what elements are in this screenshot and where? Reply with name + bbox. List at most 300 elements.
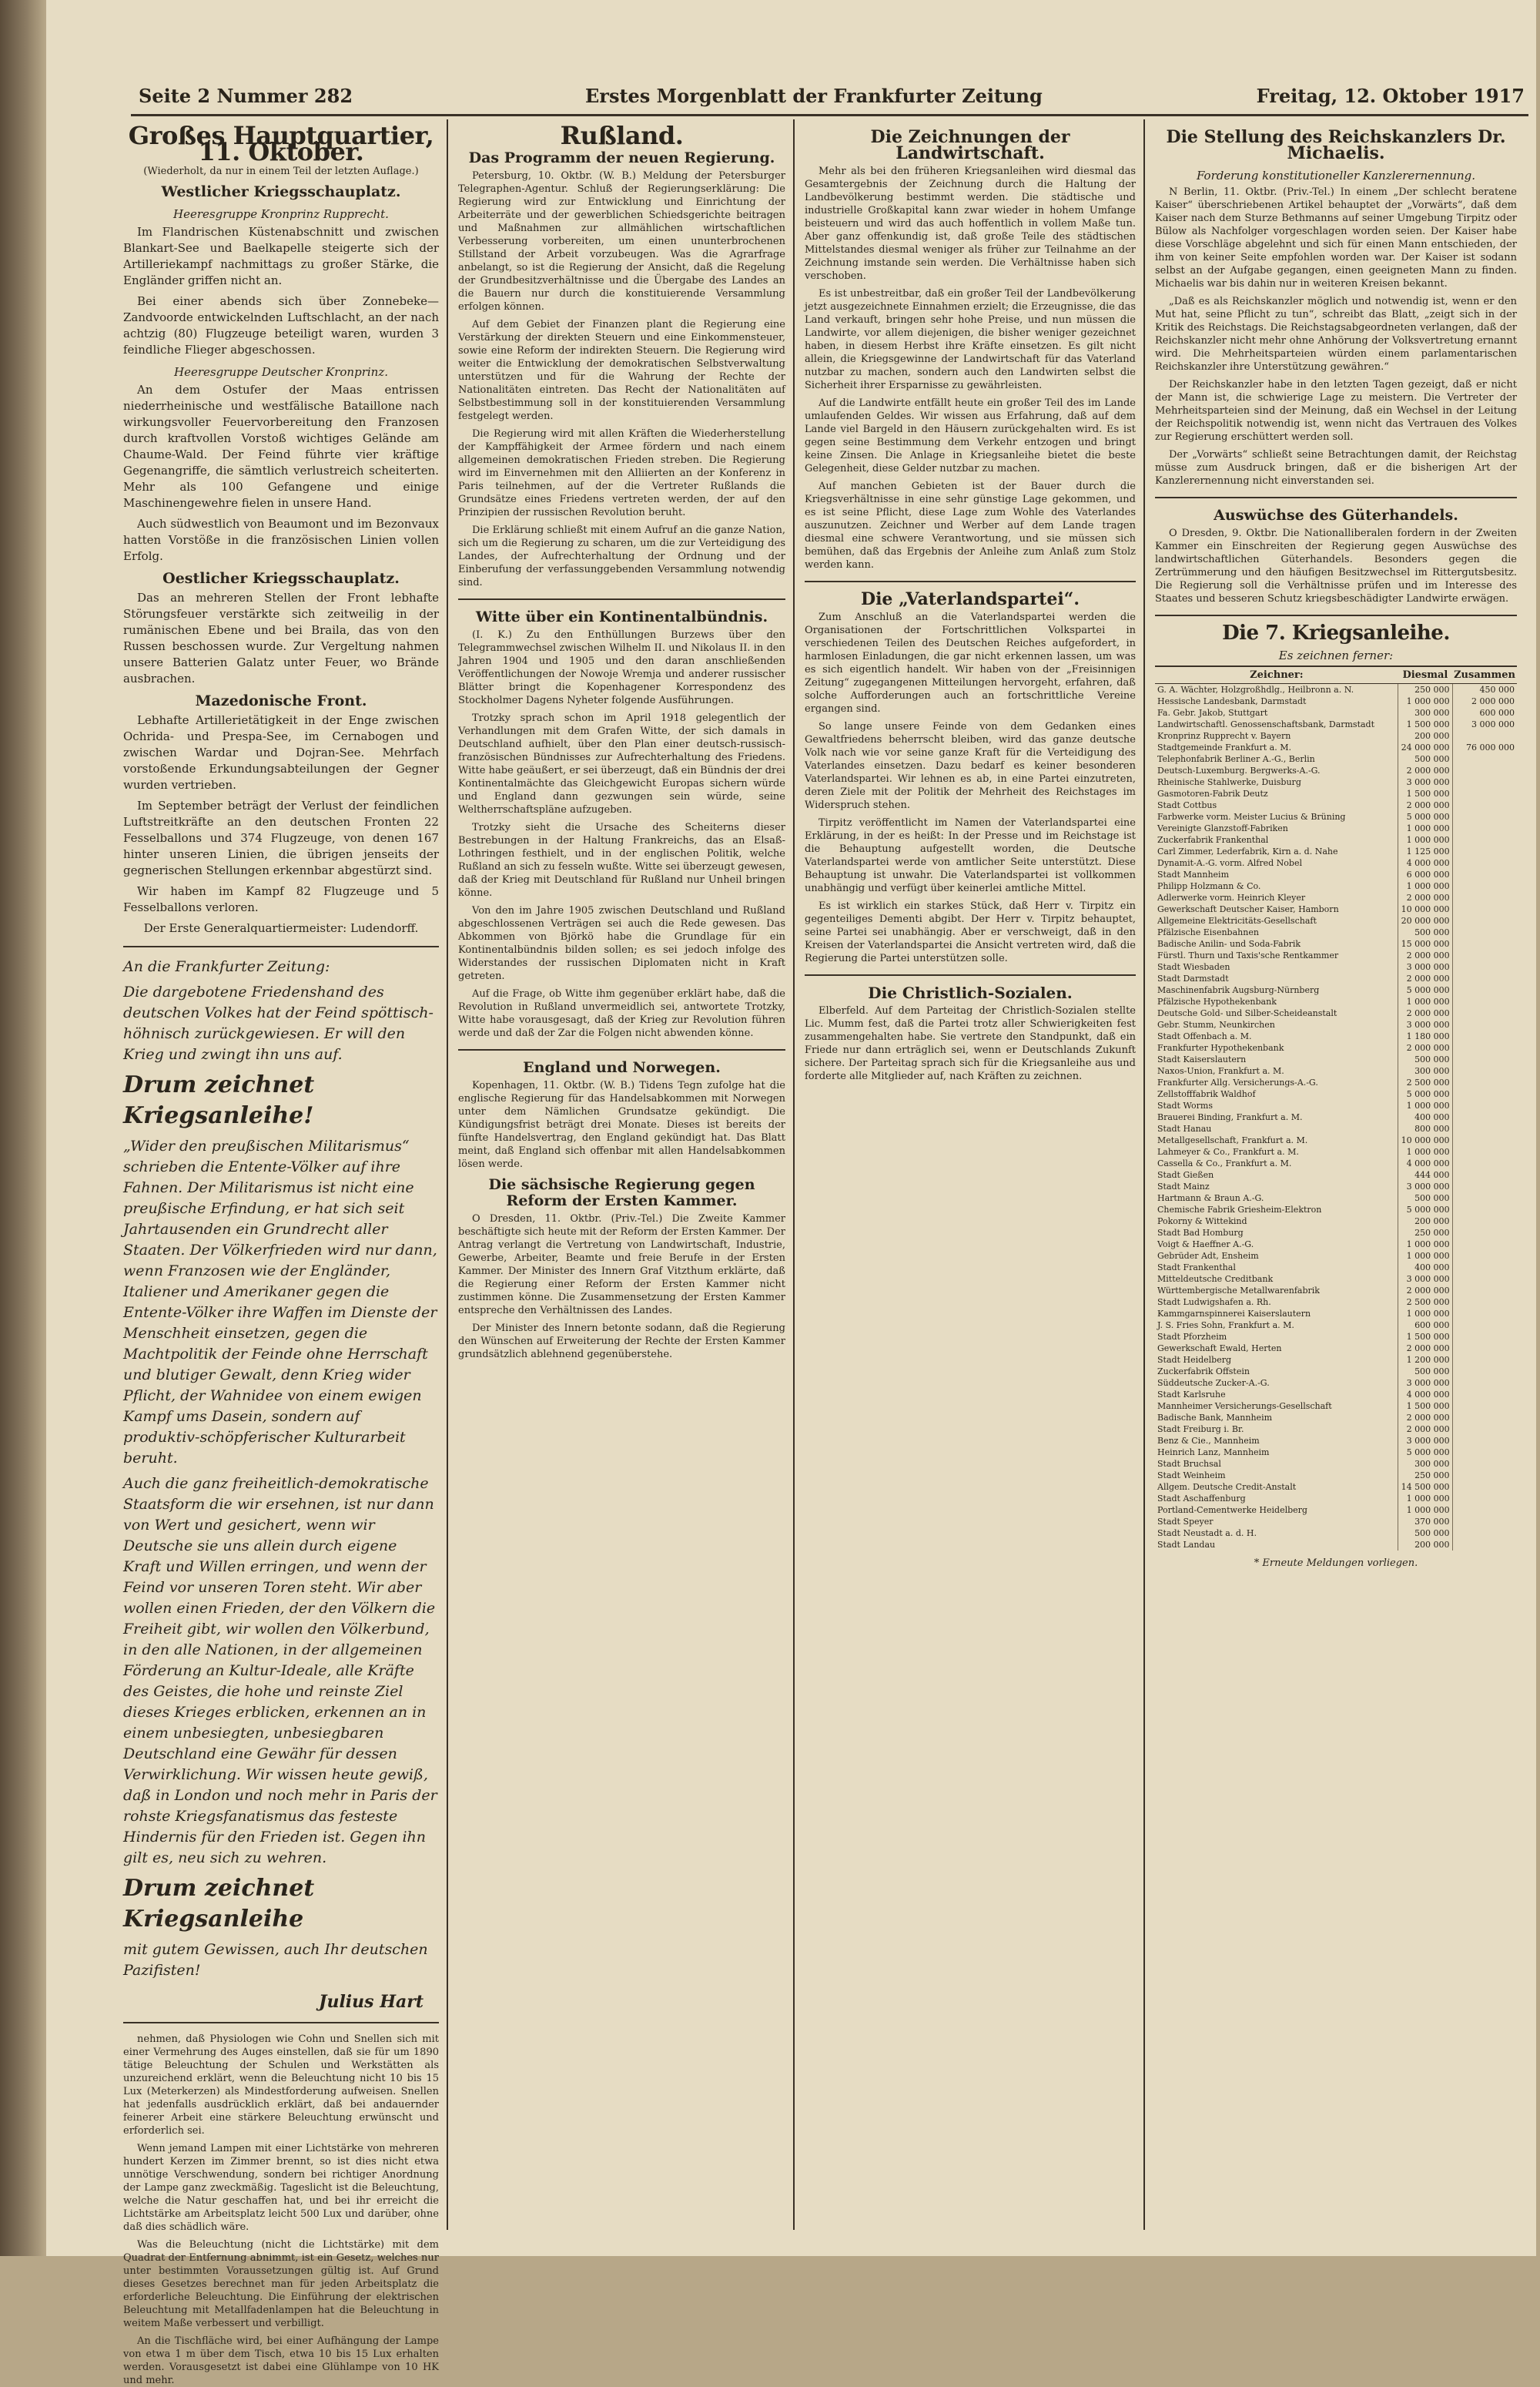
paragraph: Wenn jemand Lampen mit einer Lichtstärke von mehreren hundert Kerzen im Zimmer brennt, so ist dies nicht etwa unnötige Verschwendung, sondern bei richtiger Anordnung der Lampe ganz zweckmäßig. Tageslicht ist die Beleuchtung, welche die Natur geschaffen hat, und bei ihr erreicht die Lichtstärke am Arbeitsplatz leicht 500 Lux und darüber, ohne daß dies schädlich wäre.	[123, 2143, 439, 2233]
subscriber-name: Cassella & Co., Frankfurt a. M.	[1157, 1158, 1292, 1168]
amount-total	[1452, 1504, 1517, 1516]
table-footnote: * Erneute Meldungen vorliegen.	[1254, 1557, 1418, 1569]
table-row	[1155, 1239, 1517, 1250]
subscriber-name: Deutsch-Luxemburg. Bergwerks-A.-G.	[1157, 766, 1321, 776]
table-row	[1155, 1308, 1517, 1319]
amount-total	[1452, 1481, 1517, 1493]
amount-total	[1452, 904, 1517, 915]
amount-this-time: 250 000	[1398, 1227, 1452, 1239]
paragraph: Auf dem Gebiet der Finanzen plant die Regierung eine Verstärkung der direkten Steuern und eine Einkommensteuer, sowie eine Reform der indirekten Steuern. Die Regierung wird weiter die Entwicklung der demokratischen Selbstverwaltung unterstützen und für die Wahrung der Rechte der Nationalitäten eintreten. Das Recht der Nationalitäten auf Selbstbestimmung soll in der konstituierenden Versammlung festgelegt werden.	[458, 319, 785, 422]
subscriber-name: Stadt Bruchsal	[1157, 1459, 1221, 1469]
amount-total	[1452, 1192, 1517, 1204]
masthead	[139, 85, 1525, 116]
amount-total	[1452, 869, 1517, 880]
table-row	[1155, 1366, 1517, 1377]
paragraph: Lebhafte Artillerietätigkeit in der Enge zwischen Ochrida- und Prespa-See, im Cernabogen und zwischen Wardar und Dojran-See. Mehrfach vorstoßende Erkundungsabteilungen der Gegner wurden vertrieben.	[123, 713, 439, 792]
amount-this-time: 3 000 000	[1398, 961, 1452, 973]
column-1	[123, 121, 439, 2386]
subscriber-name: Lahmeyer & Co., Frankfurt a. M.	[1157, 1147, 1299, 1157]
subscriber-name: Stadt Karlsruhe	[1157, 1390, 1226, 1400]
letter-slogan: Drum zeichnet Kriegsanleihe	[123, 1875, 315, 1933]
amount-this-time: 2 000 000	[1398, 973, 1452, 984]
table-row	[1155, 1054, 1517, 1065]
section-subtitle: Heeresgruppe Deutscher Kronprinz.	[174, 365, 388, 379]
column-divider	[1143, 119, 1145, 2230]
table-row	[1155, 1065, 1517, 1077]
paragraph: Das an mehreren Stellen der Front lebhafte Störungsfeuer verstärkte sich zeitweilig in der rumänischen Ebene und bei Braila, das von den Russen beschossen wurde. Zur Vergeltung nahmen unsere Batterien Galatz unter Feuer, wo Brände ausbrachen.	[123, 591, 439, 686]
amount-this-time: 300 000	[1398, 1458, 1452, 1470]
table-row	[1155, 1007, 1517, 1019]
divider	[458, 598, 785, 600]
amount-this-time: 200 000	[1398, 730, 1452, 742]
amount-this-time: 10 000 000	[1398, 904, 1452, 915]
amount-this-time: 2 000 000	[1398, 1423, 1452, 1435]
amount-this-time: 2 000 000	[1398, 1042, 1452, 1054]
section-title: Mazedonische Front.	[195, 692, 367, 709]
subscriber-name: Hessische Landesbank, Darmstadt	[1157, 696, 1307, 706]
letter-slogan: Drum zeichnet Kriegsanleihe!	[123, 1071, 315, 1129]
amount-total	[1452, 1412, 1517, 1423]
table-row	[1155, 834, 1517, 846]
subscription-table	[1155, 665, 1517, 1551]
paragraph: Auf die Frage, ob Witte ihm gegenüber erklärt habe, daß die Revolution in Rußland unvermeidlich sei, antwortete Trotzky, Witte habe vorausgesagt, daß der Krieg zur Revolution führen werde und daß der Zar die Folgen nicht abwenden könne.	[458, 988, 785, 1039]
amount-this-time: 500 000	[1398, 1366, 1452, 1377]
amount-total	[1452, 938, 1517, 950]
subscriber-name: Hartmann & Braun A.-G.	[1157, 1193, 1264, 1203]
amount-this-time: 400 000	[1398, 1111, 1452, 1123]
amount-this-time: 1 125 000	[1398, 846, 1452, 857]
paragraph: Im Flandrischen Küstenabschnitt und zwischen Blankart-See und Baelkapelle steigerte sich der Artilleriekampf nachmittags zu großer Stärke, die Engländer griffen nicht an.	[123, 225, 439, 287]
table-row	[1155, 1146, 1517, 1158]
amount-this-time: 444 000	[1398, 1169, 1452, 1181]
amount-this-time: 5 000 000	[1398, 811, 1452, 823]
subscriber-name: Stadt Speyer	[1157, 1517, 1214, 1527]
amount-total	[1452, 927, 1517, 938]
amount-total	[1452, 1458, 1517, 1470]
table-row	[1155, 1458, 1517, 1470]
amount-total	[1452, 1423, 1517, 1435]
paragraph: N Berlin, 11. Oktbr. (Priv.-Tel.) In einem „Der schlecht beratene Kaiser“ überschriebenen Artikel behauptet der „Vorwärts“, daß dem Kaiser nach dem Sturze Bethmanns auf seiner Umgebung Tirpitz oder Bülow als Nachfolger vorgeschlagen worden seien. Der Kaiser habe diese Vorschläge abgelehnt und sich für einen Mann entschieden, der ihm von keiner Seite empfohlen worden war. Der Kaiser ist sodann selbst an der Aufgabe gegangen, einen geeigneten Mann zu finden. Michaelis war bis dahin nur in weiteren Kreisen bekannt.	[1155, 186, 1517, 290]
amount-total	[1452, 1343, 1517, 1354]
amount-this-time: 2 000 000	[1398, 1412, 1452, 1423]
table-row	[1155, 1250, 1517, 1262]
amount-this-time: 1 500 000	[1398, 788, 1452, 800]
section-title: Westlicher Kriegsschauplatz.	[161, 183, 401, 200]
amount-total	[1452, 1215, 1517, 1227]
paragraph: Zum Anschluß an die Vaterlandspartei werden die Organisationen der Fortschrittlichen Volkspartei in verschiedenen Teilen des Deutschen Reiches aufgefordert, in harmlosen Einladungen, die gar nicht erkennen lassen, um was es sich eigentlich handelt. Wir haben von der „Freisinnigen Zeitung“ zugegangenen Mitteilungen hervorgeht, erfahren, daß solche Aufforderungen auch an fortschrittliche Vereine ergangen sind.	[805, 612, 1136, 715]
table-row	[1155, 996, 1517, 1007]
subscriber-name: Stadt Hanau	[1157, 1124, 1212, 1134]
amount-total	[1452, 834, 1517, 846]
table-row	[1155, 880, 1517, 892]
amount-total	[1452, 1158, 1517, 1169]
paragraph: O Dresden, 9. Oktbr. Die Nationalliberalen fordern in der Zweiten Kammer ein Einschreiten der Regierung gegen Auswüchse des landwirtschaftlichen Güterhandels. Besonders gegen die Zertrümmerung und den häufigen Besitzwechsel im Rittergutsbesitz. Die Regierung soll die Verhältnisse prüfen und im Interesse des Staates und besseren Schutz kriegsbeschädigter Landwirte erwägen.	[1155, 528, 1517, 605]
amount-this-time: 500 000	[1398, 1192, 1452, 1204]
amount-this-time: 1 200 000	[1398, 1354, 1452, 1366]
subscriber-name: Zuckerfabrik Offstein	[1157, 1366, 1250, 1376]
table-row	[1155, 1135, 1517, 1146]
paragraph: Von den im Jahre 1905 zwischen Deutschland und Rußland abgeschlossenen Verträgen sei auch die Rede gewesen. Das Abkommen von Björkö habe die Grundlage für ein Kontinentalbündnis bilden sollen; es sei jedoch infolge des Widerstandes der russischen Diplomaten nicht in Kraft getreten.	[458, 905, 785, 982]
amount-total	[1452, 1354, 1517, 1366]
subscriber-name: Chemische Fabrik Griesheim-Elektron	[1157, 1205, 1322, 1215]
amount-this-time: 3 000 000	[1398, 1435, 1452, 1447]
table-row	[1155, 1412, 1517, 1423]
paragraph: Trotzky sprach schon im April 1918 gelegentlich der Verhandlungen mit dem Grafen Witte, der sich damals in Deutschland aufhielt, über den Plan einer deutsch-russisch-französischen Bündnisses zur Aufrechterhaltung des Friedens. Witte habe geäußert, er sei überzeugt, daß ein Bündnis der drei Kontinentalmächte das Gleichgewicht Europas sichern würde und England dann gezwungen sein würde, seine Weltherrschaftspläne aufzugeben.	[458, 712, 785, 816]
amount-total	[1452, 1435, 1517, 1447]
amount-this-time: 4 000 000	[1398, 1158, 1452, 1169]
amount-total	[1452, 823, 1517, 834]
subscriber-name: Landwirtschaftl. Genossenschaftsbank, Darmstadt	[1157, 719, 1375, 729]
table-row	[1155, 1204, 1517, 1215]
amount-total	[1452, 846, 1517, 857]
table-row	[1155, 984, 1517, 996]
subscriber-name: Carl Zimmer, Lederfabrik, Kirn a. d. Nahe	[1157, 847, 1338, 857]
amount-total	[1452, 1250, 1517, 1262]
amount-this-time: 370 000	[1398, 1516, 1452, 1527]
amount-total	[1452, 1527, 1517, 1539]
table-row	[1155, 915, 1517, 927]
amount-total	[1452, 1389, 1517, 1400]
article-headline: Rußland.	[560, 121, 684, 150]
subscriber-name: Allgemeine Elektricitäts-Gesellschaft	[1157, 916, 1317, 926]
table-row	[1155, 742, 1517, 753]
letter-signature: Julius Hart	[319, 1992, 424, 2012]
amount-total: 3 000 000	[1452, 719, 1517, 730]
subscriber-name: Voigt & Haeffner A.-G.	[1157, 1239, 1254, 1249]
subscriber-name: Zellstofffabrik Waldhof	[1157, 1089, 1256, 1099]
issue-date: Freitag, 12. Oktober 1917	[1256, 85, 1525, 107]
amount-total	[1452, 800, 1517, 811]
table-header: Zeichner:	[1155, 666, 1398, 684]
amount-total	[1452, 1227, 1517, 1239]
subscriber-name: Stadt Freiburg i. Br.	[1157, 1424, 1244, 1434]
amount-this-time: 1 000 000	[1398, 880, 1452, 892]
subscriber-name: Stadtgemeinde Frankfurt a. M.	[1157, 743, 1291, 753]
table-row	[1155, 800, 1517, 811]
amount-total	[1452, 1447, 1517, 1458]
divider	[458, 1049, 785, 1051]
subscriber-name: Deutsche Gold- und Silber-Scheideanstalt	[1157, 1008, 1337, 1018]
amount-this-time: 300 000	[1398, 1065, 1452, 1077]
table-row	[1155, 1516, 1517, 1527]
letter-block	[123, 957, 439, 2013]
amount-total	[1452, 1262, 1517, 1273]
table-row	[1155, 707, 1517, 719]
paragraph: Der Reichskanzler habe in den letzten Tagen gezeigt, daß er nicht der Mann ist, die schwierige Lage zu meistern. Die Vertreter der Mehrheitsparteien sind der Meinung, daß ein Wechsel in der Leitung der Reichspolitik notwendig ist, wenn nicht das Vertrauen des Volkes zur Regierung erschüttert werden soll.	[1155, 379, 1517, 443]
table-row	[1155, 1447, 1517, 1458]
amount-total	[1452, 1308, 1517, 1319]
table-row	[1155, 696, 1517, 707]
letter-paragraph: Die dargebotene Friedenshand des deutschen Volkes hat der Feind spöttisch-höhnisch zurückgewiesen. Er will den Krieg und zwingt ihn uns auf.	[123, 984, 434, 1063]
paragraph: Auf manchen Gebieten ist der Bauer durch die Kriegsverhältnisse in eine sehr günstige Lage gekommen, und es ist seine Pflicht, diese Lage zum Wohle des Vaterlandes auszunutzen. Zeichner und Werber auf dem Lande tragen diesmal eine schwere Verantwortung, und sie müssen sich bemühen, daß das Ergebnis der Anleihe zum Anlaß zum Stolz werden kann.	[805, 481, 1136, 571]
amount-this-time: 14 500 000	[1398, 1481, 1452, 1493]
amount-this-time: 5 000 000	[1398, 984, 1452, 996]
amount-total	[1452, 730, 1517, 742]
subscriber-name: Gewerkschaft Deutscher Kaiser, Hamborn	[1157, 904, 1339, 914]
newspaper-title: Erstes Morgenblatt der Frankfurter Zeitung	[585, 85, 1043, 107]
table-row	[1155, 1215, 1517, 1227]
letter-paragraph: mit gutem Gewissen, auch Ihr deutschen Pazifisten!	[123, 1941, 428, 1979]
paragraph: „Daß es als Reichskanzler möglich und notwendig ist, wenn er den Mut hat, seine Pflicht zu tun“, schreibt das Blatt, „zeigt sich in der Kritik des Reichstags. Die Reichstagsabgeordneten verlangen, daß der Reichskanzler nicht mehr ohne Anhörung der Volksvertretung ernannt wird. Die Mehrheitsparteien würden einem parlamentarischen Reichskanzler ihre Unterstützung gewähren.“	[1155, 296, 1517, 373]
table-row	[1155, 823, 1517, 834]
paragraph: Es ist wirklich ein starkes Stück, daß Herr v. Tirpitz ein gegenteiliges Dementi abgibt. Der Herr v. Tirpitz behauptet, seine Partei sei unabhängig. Aber er verschweigt, daß in den Kreisen der Vaterlandspartei die Ansicht vertreten wird, daß die Regierung die Partei unterstützen solle.	[805, 900, 1136, 964]
amount-this-time: 3 000 000	[1398, 1181, 1452, 1192]
table-row	[1155, 1296, 1517, 1308]
table-row	[1155, 1273, 1517, 1285]
paragraph: Elberfeld. Auf dem Parteitag der Christlich-Sozialen stellte Lic. Mumm fest, daß die Partei trotz aller Schwierigkeiten fest zusammengehalten habe. Sie vertrete den Standpunkt, daß ein Friede nur dann erträglich sei, wenn er Deutschlands Zukunft sichere. Der Parteitag sprach sich für die Kriegsanleihe aus und forderte alle Mitglieder auf, nach Kräften zu zeichnen.	[805, 1005, 1136, 1082]
divider	[805, 974, 1136, 976]
subscriber-name: Frankfurter Allg. Versicherungs-A.-G.	[1157, 1078, 1318, 1088]
table-row	[1155, 1354, 1517, 1366]
article-headline: Die Zeichnungen der Landwirtschaft.	[870, 127, 1070, 163]
amount-this-time: 1 000 000	[1398, 1493, 1452, 1504]
subscriber-name: Stadt Pforzheim	[1157, 1332, 1227, 1342]
amount-total	[1452, 765, 1517, 776]
article-headline: Die Christlich-Sozialen.	[868, 984, 1073, 1002]
amount-this-time: 600 000	[1398, 1319, 1452, 1331]
amount-this-time: 800 000	[1398, 1123, 1452, 1135]
paragraph: Die Regierung wird mit allen Kräften die Wiederherstellung der Kampffähigkeit der Armee fördern und nach einem allgemeinen demokratischen Frieden streben. Die Regierung wird im Einvernehmen mit den Alliierten an der Konferenz in Paris teilnehmen, auf der die Vertreter Rußlands die Grundsätze eines Friedens vertreten werden, der auf den Prinzipien der russischen Revolution beruht.	[458, 428, 785, 518]
amount-this-time: 1 500 000	[1398, 1331, 1452, 1343]
letter-paragraph: Auch die ganz freiheitlich-demokratische Staatsform die wir ersehnen, ist nur dann von Wert und gesichert, wenn wir Deutsche sie uns allein durch eigene Kraft und Willen erringen, und wenn der Feind vor unseren Toren steht. Wir aber wollen einen Frieden, der den Völkern die Freiheit gibt, wir wollen den Völkerbund, in den alle Nationen, in der allgemeinen Förderung an Kultur-Ideale, alle Kräfte des Geistes, die hohe und reinste Ziel dieses Krieges erblicken, erkennen an in einem unbesiegten, unbesiegbaren Deutschland eine Gewähr für dessen Verwirklichung. Wir wissen heute gewiß, daß in London und noch mehr in Paris der rohste Kriegsfanatismus das festeste Hindernis für den Frieden ist. Gegen ihn gilt es, neu sich zu wehren.	[123, 1475, 437, 1866]
amount-total	[1452, 892, 1517, 904]
paragraph: Auch südwestlich von Beaumont und im Bezonvaux hatten Vorstöße in die französischen Linien vollen Erfolg.	[123, 517, 439, 563]
subscriber-name: Maschinenfabrik Augsburg-Nürnberg	[1157, 985, 1320, 995]
table-row	[1155, 961, 1517, 973]
amount-this-time: 2 000 000	[1398, 800, 1452, 811]
table-row	[1155, 1042, 1517, 1054]
reprint-note: (Wiederholt, da nur in einem Teil der letzten Auflage.)	[143, 166, 419, 177]
subscriber-name: Mitteldeutsche Creditbank	[1157, 1274, 1274, 1284]
subscriber-name: Fa. Gebr. Jakob, Stuttgart	[1157, 708, 1268, 718]
table-row	[1155, 1527, 1517, 1539]
amount-this-time: 300 000	[1398, 707, 1452, 719]
subscriber-name: Benz & Cie., Mannheim	[1157, 1436, 1260, 1446]
amount-this-time: 24 000 000	[1398, 742, 1452, 753]
book-binding	[0, 0, 46, 2256]
table-header: Zusammen	[1452, 666, 1517, 684]
table-row	[1155, 1158, 1517, 1169]
subscriber-name: Stadt Gießen	[1157, 1170, 1214, 1180]
amount-this-time: 1 000 000	[1398, 834, 1452, 846]
subscriber-name: Vereinigte Glanzstoff-Fabriken	[1157, 823, 1288, 833]
letter-salutation: An die Frankfurter Zeitung:	[123, 958, 330, 975]
paragraph: Kopenhagen, 11. Oktbr. (W. B.) Tidens Tegn zufolge hat die englische Regierung für das Handelsabkommen mit Norwegen unter dem Nämlichen Grundsatze gekündigt. Die Kündigungsfrist beträgt drei Monate. Dieses ist bereits der fünfte Handelsvertrag, den England gekündigt hat. Das Blatt meint, daß England sich offenbar mit allen Handelsabkommen lösen werde.	[458, 1080, 785, 1170]
table-row	[1155, 1389, 1517, 1400]
amount-total	[1452, 1054, 1517, 1065]
amount-total	[1452, 1273, 1517, 1285]
amount-this-time: 1 180 000	[1398, 1031, 1452, 1042]
amount-total	[1452, 1470, 1517, 1481]
table-row	[1155, 1181, 1517, 1192]
amount-this-time: 20 000 000	[1398, 915, 1452, 927]
paragraph: nehmen, daß Physiologen wie Cohn und Snellen sich mit einer Vermehrung des Auges einstellen, daß sie für um 1890 tätige Beleuchtung der Schulen und Werkstätten als unzureichend erklärt, wenn die Beleuchtung nicht 10 bis 15 Lux (Meterkerzen) als Mindestforderung aufweisen. Snellen hat jedenfalls ausdrücklich erklärt, daß bei andauernder feinerer Arbeit eine stärkere Beleuchtung erwünscht und erforderlich sei.	[123, 2033, 439, 2137]
table-row	[1155, 869, 1517, 880]
amount-this-time: 2 000 000	[1398, 1343, 1452, 1354]
column-4	[1155, 123, 1517, 2234]
amount-total	[1452, 1319, 1517, 1331]
subscriber-name: Gasmotoren-Fabrik Deutz	[1157, 789, 1268, 799]
amount-total	[1452, 961, 1517, 973]
paragraph: Die Erklärung schließt mit einem Aufruf an die ganze Nation, sich um die Regierung zu scharen, um die zur Verteidigung des Landes, der Aufrechterhaltung der Ordnung und der Einberufung der verfassunggebenden Versammlung notwendig sind.	[458, 525, 785, 588]
table-row	[1155, 1262, 1517, 1273]
amount-this-time: 500 000	[1398, 753, 1452, 765]
subscriber-name: Stadt Heidelberg	[1157, 1355, 1232, 1365]
paragraph: Tirpitz veröffentlicht im Namen der Vaterlandspartei eine Erklärung, in der es heißt: In der Presse und im Reichstage ist die Behauptung aufgestellt worden, die Deutsche Vaterlandspartei werde von amtlicher Seite unterstützt. Diese Behauptung ist unwahr. Die Vaterlandspartei ist vollkommen unabhängig und verfügt über keinerlei amtliche Mittel.	[805, 817, 1136, 894]
paragraph: Es ist unbestreitbar, daß ein großer Teil der Landbevölkerung jetzt ausgezeichnete Einnahmen erzielt; die Erzeugnisse, die das Land verkauft, bringen sehr hohe Preise, und nun müssen die Landwirte, vor allem diejenigen, die bisher weniger gezeichnet haben, in diesem Herbst ihre Kräfte einsetzen. Es gilt nicht allein, die Kriegsgewinne der Landwirtschaft für das Vaterland nutzbar zu machen, sondern auch den Landwirten selbst die Sicherheit ihrer Ersparnisse zu gewährleisten.	[805, 288, 1136, 391]
amount-this-time: 1 000 000	[1398, 1504, 1452, 1516]
amount-total	[1452, 1077, 1517, 1088]
table-row	[1155, 1019, 1517, 1031]
amount-this-time: 1 500 000	[1398, 719, 1452, 730]
subscriber-name: Pfälzische Hypothekenbank	[1157, 997, 1277, 1007]
subscriber-name: Stadt Worms	[1157, 1101, 1213, 1111]
table-row	[1155, 1111, 1517, 1123]
amount-this-time: 1 000 000	[1398, 823, 1452, 834]
subscriber-name: Farbwerke vorm. Meister Lucius & Brüning	[1157, 812, 1346, 822]
section-title: Oestlicher Kriegsschauplatz.	[162, 570, 400, 587]
amount-total	[1452, 1031, 1517, 1042]
table-row	[1155, 973, 1517, 984]
amount-total	[1452, 1135, 1517, 1146]
table-row	[1155, 1227, 1517, 1239]
amount-total	[1452, 1296, 1517, 1308]
paragraph: Petersburg, 10. Oktbr. (W. B.) Meldung der Petersburger Telegraphen-Agentur. Schluß der Regierungserklärung: Die Regierung wird zur Entwicklung und Einrichtung der Arbeiterräte und der gewerblichen Schiedsgerichte beitragen und Maßnahmen zur allmählichen wirtschaftlichen Verbesserung vorbereiten, um einen ununterbrochenen Stillstand der Arbeit vorzubeugen. Was die Agrarfrage anbelangt, so ist die Regierung der Ansicht, daß die Regelung der Grundbesitzverhältnisse und die Übergabe des Landes an die Bauern nur durch die konstituierende Versammlung erfolgen können.	[458, 170, 785, 313]
headline: Großes Hauptquartier, 11. Oktober.	[128, 121, 434, 166]
subscriber-name: Stadt Mainz	[1157, 1182, 1210, 1192]
subscriber-name: Philipp Holzmann & Co.	[1157, 881, 1261, 891]
table-row	[1155, 1192, 1517, 1204]
amount-total	[1452, 1181, 1517, 1192]
subscriber-name: Gebr. Stumm, Neunkirchen	[1157, 1020, 1275, 1030]
table-row	[1155, 1539, 1517, 1551]
table-row	[1155, 1088, 1517, 1100]
paragraph: Was die Beleuchtung (nicht die Lichtstärke) mit dem Quadrat der Entfernung abnimmt, ist ein Gesetz, welches nur unter bestimmten Voraussetzungen gültig ist. Auf Grund dieses Gesetzes berechnet man für jeden Arbeitsplatz die erforderliche Beleuchtung. Die Einführung der elektrischen Beleuchtung mit Metallfadenlampen hat die Beleuchtung in weitem Maße verbessert und verbilligt.	[123, 2239, 439, 2329]
table-row	[1155, 1100, 1517, 1111]
amount-total	[1452, 1204, 1517, 1215]
subscriber-name: Württembergische Metallwarenfabrik	[1157, 1286, 1320, 1296]
amount-this-time: 500 000	[1398, 1054, 1452, 1065]
article-headline: Die Stellung des Reichskanzlers Dr. Michaelis.	[1166, 127, 1506, 163]
paragraph: O Dresden, 11. Oktbr. (Priv.-Tel.) Die Zweite Kammer beschäftigte sich heute mit der Reform der Ersten Kammer. Der Antrag verlangt die Vertretung von Landwirtschaft, Industrie, Gewerbe, Arbeiter, Beamte und freie Berufe in der Ersten Kammer. Der Minister des Innern Graf Vitzthum erklärte, daß die Regierung einer Reform der Ersten Kammer nicht zustimmen könne. Die Zusammensetzung der Ersten Kammer entspreche den Verhältnissen des Landes.	[458, 1213, 785, 1316]
subscriber-name: Gebrüder Adt, Ensheim	[1157, 1251, 1259, 1261]
subscriber-name: Stadt Aschaffenburg	[1157, 1494, 1246, 1504]
amount-total: 76 000 000	[1452, 742, 1517, 753]
table-row	[1155, 892, 1517, 904]
amount-this-time: 3 000 000	[1398, 776, 1452, 788]
subscriber-name: Allgem. Deutsche Credit-Anstalt	[1157, 1482, 1297, 1492]
subscriber-name: Badische Bank, Mannheim	[1157, 1413, 1273, 1423]
column-divider	[447, 119, 448, 2230]
amount-this-time: 500 000	[1398, 927, 1452, 938]
table-row	[1155, 857, 1517, 869]
subscriber-name: Brauerei Binding, Frankfurt a. M.	[1157, 1112, 1303, 1122]
paragraph: Im September beträgt der Verlust der feindlichen Luftstreitkräfte an den deutschen Fronten 22 Fesselballons und 374 Flugzeuge, von denen 167 hinter unseren Linien, die übrigen jenseits der gegnerischen Stellungen erkennbar abgestürzt sind.	[123, 799, 439, 877]
amount-total	[1452, 1111, 1517, 1123]
table-row	[1155, 1481, 1517, 1493]
amount-total	[1452, 753, 1517, 765]
table-row	[1155, 1470, 1517, 1481]
subscriber-name: Stadt Cottbus	[1157, 800, 1217, 810]
article-headline: Die sächsische Regierung gegen Reform der Ersten Kammer.	[488, 1176, 755, 1209]
article-headline: Auswüchse des Güterhandels.	[1214, 507, 1458, 524]
divider	[805, 581, 1136, 582]
table-row	[1155, 1123, 1517, 1135]
divider	[1155, 615, 1517, 616]
table-row	[1155, 1169, 1517, 1181]
subscriber-name: Süddeutsche Zucker-A.-G.	[1157, 1378, 1270, 1388]
amount-this-time: 2 500 000	[1398, 1077, 1452, 1088]
divider	[123, 2022, 439, 2023]
amount-this-time: 2 000 000	[1398, 1285, 1452, 1296]
subscriber-name: Gewerkschaft Ewald, Herten	[1157, 1343, 1282, 1353]
subscriber-name: Telephonfabrik Berliner A.-G., Berlin	[1157, 754, 1315, 764]
subscriber-name: Stadt Kaiserslautern	[1157, 1054, 1247, 1064]
table-body	[1155, 684, 1517, 1551]
table-row	[1155, 846, 1517, 857]
article-headline: England und Norwegen.	[523, 1059, 721, 1076]
amount-total	[1452, 950, 1517, 961]
letter-paragraph: „Wider den preußischen Militarismus“ schrieben die Entente-Völker auf ihre Fahnen. Der Militarismus ist nicht eine preußische Erfindung, er hat sich seit Jahrtausenden ein Grundrecht aller Staaten. Der Völkerfrieden wird nur dann, wenn Franzosen wie der Engländer, Italiener und Amerikaner gegen die Entente-Völker ihre Waffen im Dienste der Menschheit einsetzen, gegen die Machtpolitik der Feinde ohne Herrschaft und blutiger Gewalt, denn Krieg wider Pflicht, der Wahnidee von einem ewigen Kampf ums Dasein, sondern auf produktiv-schöpferischer Kulturarbeit beruht.	[123, 1138, 437, 1467]
subscriber-name: Stadt Bad Homburg	[1157, 1228, 1244, 1238]
amount-total	[1452, 1042, 1517, 1054]
amount-total	[1452, 1516, 1517, 1527]
amount-this-time: 250 000	[1398, 1470, 1452, 1481]
subscriber-name: Portland-Cementwerke Heidelberg	[1157, 1505, 1307, 1515]
amount-total	[1452, 1065, 1517, 1077]
paragraph: Wir haben im Kampf 82 Flugzeuge und 5 Fesselballons verloren.	[123, 884, 439, 914]
subscriber-name: Mannheimer Versicherungs-Gesellschaft	[1157, 1401, 1332, 1411]
masthead-rule	[131, 114, 1528, 116]
amount-this-time: 4 000 000	[1398, 857, 1452, 869]
subscriber-name: Adlerwerke vorm. Heinrich Kleyer	[1157, 893, 1306, 903]
amount-total	[1452, 1007, 1517, 1019]
amount-total	[1452, 1493, 1517, 1504]
subscriber-name: Stadt Wiesbaden	[1157, 962, 1230, 972]
amount-this-time: 4 000 000	[1398, 1389, 1452, 1400]
amount-this-time: 1 000 000	[1398, 1239, 1452, 1250]
amount-total	[1452, 880, 1517, 892]
table-row	[1155, 1400, 1517, 1412]
amount-total	[1452, 984, 1517, 996]
amount-this-time: 1 000 000	[1398, 1100, 1452, 1111]
amount-total: 450 000	[1452, 684, 1517, 696]
subscriber-name: Naxos-Union, Frankfurt a. M.	[1157, 1066, 1284, 1076]
table-row	[1155, 788, 1517, 800]
paragraph: An die Tischfläche wird, bei einer Aufhängung der Lampe von etwa 1 m über dem Tisch, etwa 10 bis 15 Lux erhalten werden. Vorausgesetzt ist dabei eine Glühlampe von 10 HK und mehr.	[123, 2335, 439, 2386]
amount-total	[1452, 1539, 1517, 1551]
paragraph: Trotzky sieht die Ursache des Scheiterns dieser Bestrebungen in der Haltung Frankreichs, das an Elsaß-Lothringen festhielt, und in der englischen Politik, welche Rußland an sich zu fesseln wußte. Witte sei überzeugt gewesen, daß der Krieg mit Deutschland für Rußland nur Unheil bringen könne.	[458, 822, 785, 899]
signature-line: Der Erste Generalquartiermeister: Ludendorff.	[143, 921, 419, 935]
table-row	[1155, 1031, 1517, 1042]
subscriber-name: G. A. Wächter, Holzgroßhdlg., Heilbronn a. N.	[1157, 685, 1354, 695]
amount-total: 2 000 000	[1452, 696, 1517, 707]
subscriber-name: Pokorny & Wittekind	[1157, 1216, 1247, 1226]
amount-total	[1452, 1088, 1517, 1100]
subscriber-name: Stadt Neustadt a. d. H.	[1157, 1528, 1257, 1538]
table-row	[1155, 1504, 1517, 1516]
amount-total	[1452, 1331, 1517, 1343]
article-subheadline: Forderung konstitutioneller Kanzlerernennung.	[1196, 169, 1476, 183]
table-row	[1155, 719, 1517, 730]
table-row	[1155, 1285, 1517, 1296]
table-row	[1155, 938, 1517, 950]
table-row	[1155, 927, 1517, 938]
paragraph: An dem Ostufer der Maas entrissen niederrheinische und westfälische Bataillone nach wirkungsvoller Feuervorbereitung den Franzosen durch kraftvollen Vorstoß wichtiges Gelände am Chaume-Wald. Der Feind führte vier kräftige Gegenangriffe, die sämtlich verlustreich scheiterten. Mehr als 100 Gefangene und einige Maschinengewehre fielen in unsere Hand.	[123, 383, 439, 510]
table-row	[1155, 1377, 1517, 1389]
amount-this-time: 1 500 000	[1398, 1400, 1452, 1412]
table-row	[1155, 1077, 1517, 1088]
